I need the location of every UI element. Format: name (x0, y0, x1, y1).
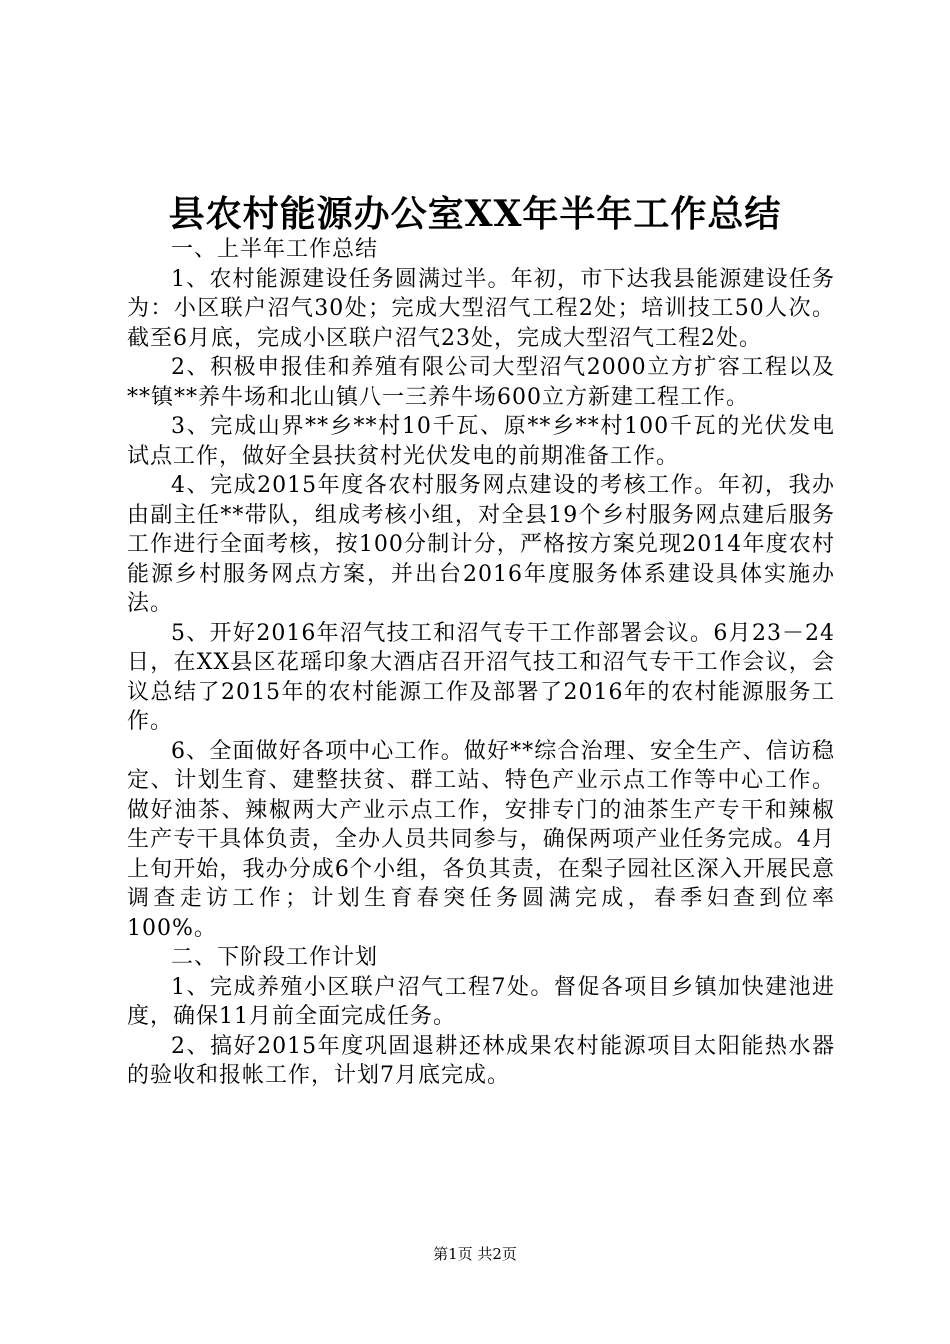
document-body (127, 235, 835, 1091)
paragraph: 4、完成2015年度各农村服务网点建设的考核工作。年初，我办由副主任**带队，组成考核小组，对全县19个乡村服务网点建后服务工作进行全面考核，按100分制计分，严格按方案兑现2014年度农村能源乡村服务网点方案，并出台2016年度服务体系建设具体实施办法。 (127, 473, 835, 616)
paragraph: 3、完成山界**乡**村10千瓦、原**乡**村100千瓦的光伏发电试点工作，做好全县扶贫村光伏发电的前期准备工作。 (127, 414, 835, 469)
paragraph: 2、搞好2015年度巩固退耕还林成果农村能源项目太阳能热水器的验收和报帐工作，计划7月底完成。 (127, 1033, 835, 1088)
paragraph: 1、农村能源建设任务圆满过半。年初，市下达我县能源建设任务为：小区联户沼气30处；完成大型沼气工程2处；培训技工50人次。截至6月底，完成小区联户沼气23处，完成大型沼气工程2处。 (127, 266, 835, 351)
paragraph: 6、全面做好各项中心工作。做好**综合治理、安全生产、信访稳定、计划生育、建整扶贫、群工站、特色产业示点工作等中心工作。做好油茶、辣椒两大产业示点工作，安排专门的油茶生产专干和辣椒生产专干具体负责，全办人员共同参与，确保两项产业任务完成。4月上旬开始，我办分成6个小组，各负其责，在梨子园社区深入开展民意调查走访工作；计划生育春突任务圆满完成，春季妇查到位率100%。 (127, 738, 835, 941)
page-number-footer: 第1页 共2页 (433, 1245, 517, 1263)
document-title: 县农村能源办公室XX年半年工作总结 (168, 193, 782, 235)
section-heading-1: 一、上半年工作总结 (171, 237, 379, 262)
paragraph: 1、完成养殖小区联户沼气工程7处。督促各项目乡镇加快建池进度，确保11月前全面完成任务。 (127, 974, 835, 1029)
section-heading-2: 二、下阶段工作计划 (171, 945, 379, 970)
paragraph: 5、开好2016年沼气技工和沼气专干工作部署会议。6月23－24日，在XX县区花瑶印象大酒店召开沼气技工和沼气专干工作会议，会议总结了2015年的农村能源工作及部署了2016年的农村能源服务工作。 (127, 620, 835, 734)
paragraph: 2、积极申报佳和养殖有限公司大型沼气2000立方扩容工程以及**镇**养牛场和北山镇八一三养牛场600立方新建工程工作。 (127, 355, 835, 410)
